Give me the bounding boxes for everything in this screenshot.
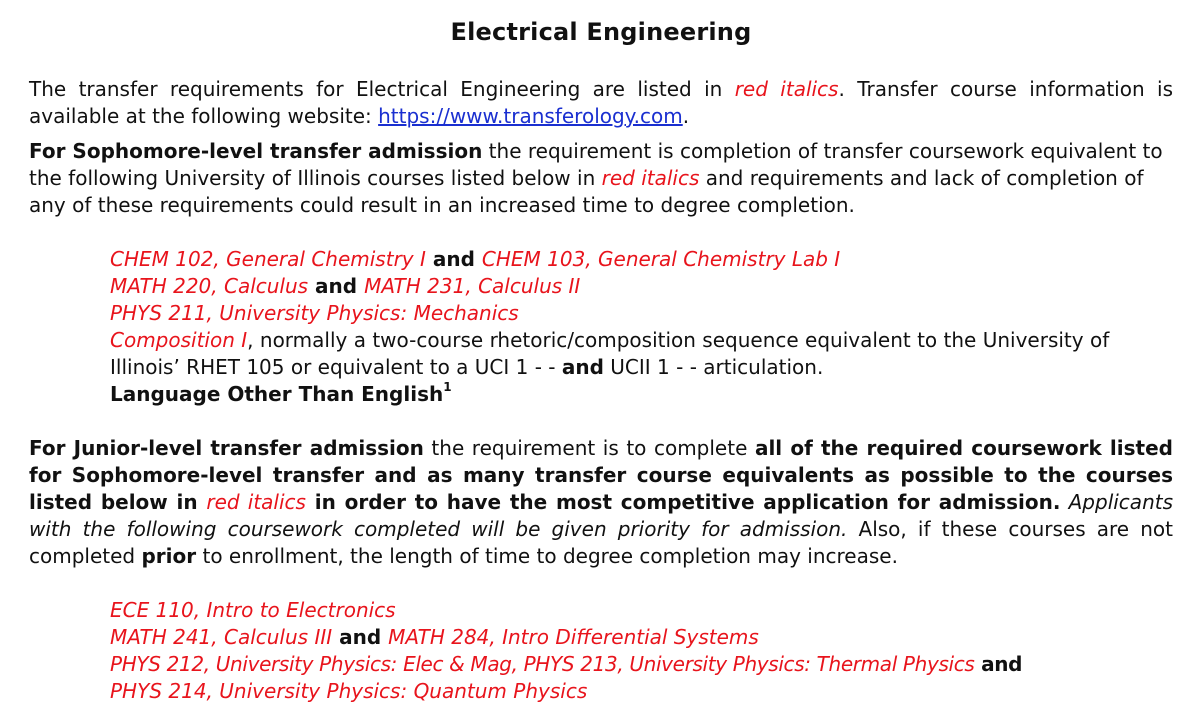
course-phys214: PHYS 214, University Physics: Quantum Physics	[110, 679, 588, 703]
and-connector: and	[974, 652, 1023, 676]
course-math284: MATH 284, Intro Differential Systems	[388, 625, 759, 649]
list-item	[110, 651, 1173, 678]
sophomore-red-italics: red italics	[601, 166, 700, 190]
junior-paragraph	[29, 435, 1173, 570]
course-math241: MATH 241, Calculus III	[110, 625, 333, 649]
list-item	[110, 273, 1173, 300]
and-connector: and	[308, 274, 365, 298]
list-item	[110, 246, 1173, 273]
and-connector: and	[332, 625, 389, 649]
course-chem103: CHEM 103, General Chemistry Lab I	[481, 247, 841, 271]
page-title: Electrical Engineering	[450, 18, 752, 46]
junior-bold-prior: prior	[141, 544, 197, 568]
intro-paragraph	[29, 76, 1173, 130]
course-phys212-213: PHYS 212, University Physics: Elec & Mag, PHYS 213, University Physics: Thermal Physics	[110, 652, 975, 676]
sophomore-heading: For Sophomore-level transfer admission	[29, 139, 483, 163]
junior-italic-priority: Applicants with the following coursework completed will be given priority for admission.	[29, 490, 1174, 541]
composition-text-2: UCII 1 - - articulation.	[603, 355, 824, 379]
and-connector: and	[425, 247, 482, 271]
intro-text-3: .	[682, 104, 690, 128]
footnote-marker: 1	[443, 380, 452, 395]
list-item	[110, 597, 1173, 624]
intro-text-1: The transfer requirements for Electrical Engineering are listed in	[29, 77, 735, 101]
junior-course-list	[110, 597, 1173, 705]
sophomore-text-1: the requirement is completion of transfer coursework equivalent to the following University of Illinois courses listed below in	[29, 139, 1163, 190]
junior-bold-competitive: in order to have the most competitive application for admission.	[305, 490, 1061, 514]
list-item	[110, 678, 1173, 705]
list-item	[110, 381, 1173, 408]
composition-text-1: , normally a two-course rhetoric/composition sequence equivalent to the University of Illinois’ RHET 105 or equivalent to a UCI 1 - -	[110, 328, 1110, 379]
intro-text-2: . Transfer course information is available at the following website:	[29, 77, 1173, 128]
junior-bold-requirement: all of the required coursework listed for Sophomore-level transfer and as many transfer course equivalents as possible to the courses listed below in	[29, 436, 1173, 514]
sophomore-text-2: and requirements and lack of completion of any of these requirements could result in an increased time to degree completion.	[29, 166, 1144, 217]
course-composition: Composition I	[110, 328, 248, 352]
list-item	[110, 327, 1173, 381]
course-math220: MATH 220, Calculus	[110, 274, 309, 298]
junior-heading: For Junior-level transfer admission	[29, 436, 424, 460]
sophomore-course-list	[110, 246, 1173, 408]
course-math231: MATH 231, Calculus II	[364, 274, 581, 298]
transferology-link[interactable]: https://www.transferology.com	[378, 104, 683, 128]
language-requirement: Language Other Than English	[110, 382, 444, 406]
list-item	[110, 300, 1173, 327]
intro-red-italics: red italics	[734, 77, 839, 101]
junior-text-3: to enrollment, the length of time to degree completion may increase.	[196, 544, 898, 568]
junior-red-italics: red italics	[206, 490, 306, 514]
junior-text-1: the requirement is to complete	[423, 436, 755, 460]
course-phys211: PHYS 211, University Physics: Mechanics	[110, 301, 519, 325]
list-item	[110, 624, 1173, 651]
course-ece110: ECE 110, Intro to Electronics	[110, 598, 396, 622]
sophomore-paragraph	[29, 138, 1173, 219]
course-chem102: CHEM 102, General Chemistry I	[110, 247, 426, 271]
composition-and: and	[561, 355, 604, 379]
junior-text-2: Also, if these courses are not completed	[29, 517, 1173, 568]
